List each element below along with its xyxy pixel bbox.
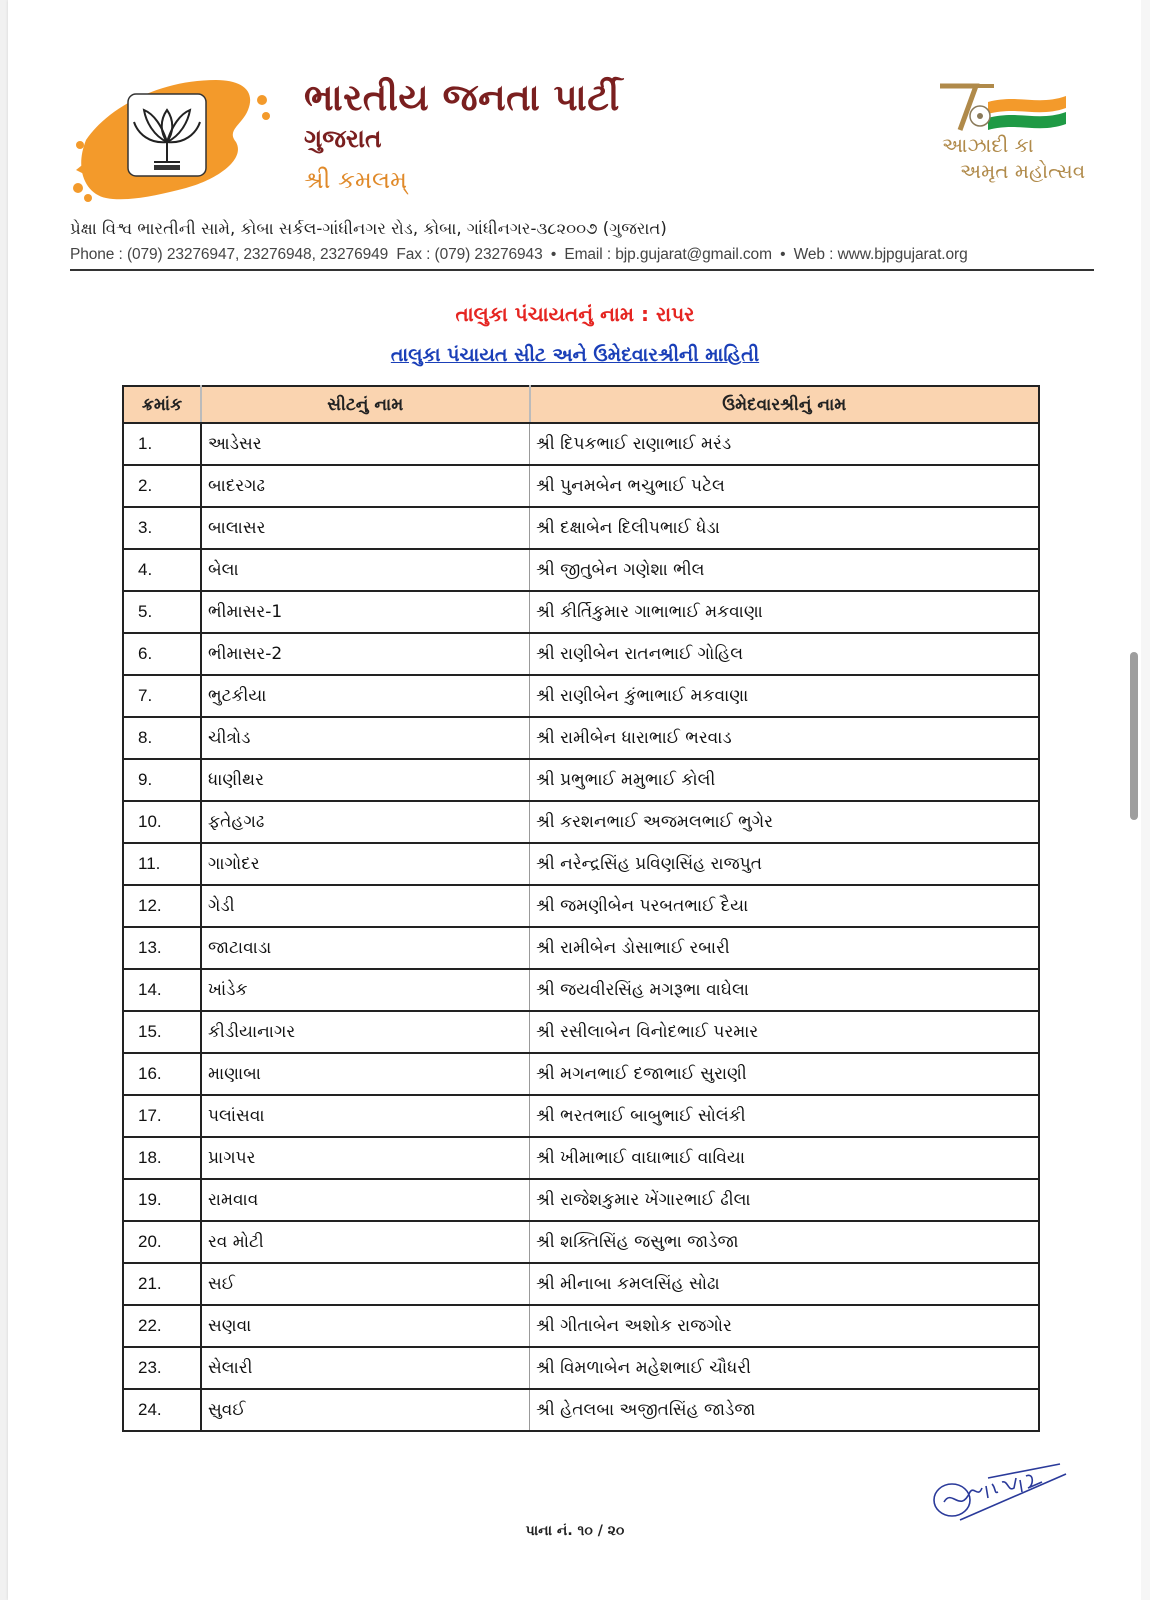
table-row (123, 465, 1039, 507)
candidate-name-cell: શ્રી પ્રભુભાઈ મમુભાઈ કોલી (530, 759, 1040, 801)
seat-name-cell: જાટાવાડા (201, 927, 530, 969)
email-address: Email : bjp.gujarat@gmail.com (564, 246, 772, 263)
serial-number-cell: 19. (123, 1179, 201, 1221)
serial-number-cell: 5. (123, 591, 201, 633)
serial-number-cell: 14. (123, 969, 201, 1011)
seat-name-cell: ગાગોદર (201, 843, 530, 885)
candidate-name-cell: શ્રી પુનમબેન ભચુભાઈ પટેલ (530, 465, 1040, 507)
table-row (123, 843, 1039, 885)
serial-number-cell: 17. (123, 1095, 201, 1137)
table-row (123, 1263, 1039, 1305)
handwritten-signature (930, 1458, 1070, 1528)
seat-name-cell: આડેસર (201, 423, 530, 465)
office-address: પ્રેક્ષા વિશ્વ ભારતીની સામે, કોબા સર્કલ-ગાંધીનગર રોડ, કોબા, ગાંધીનગર-૩૮૨૦૦૭ (ગુજરાત) (70, 219, 667, 238)
serial-number-cell: 20. (123, 1221, 201, 1263)
serial-number-cell: 7. (123, 675, 201, 717)
column-header-candidate: ઉમેદવારશ્રીનું નામ (530, 386, 1040, 423)
candidate-name-cell: શ્રી હેતલબા અજીતસિંહ જાડેજા (530, 1389, 1040, 1431)
separator: • (550, 246, 557, 263)
table-row (123, 1389, 1039, 1431)
serial-number-cell: 21. (123, 1263, 201, 1305)
table-row (123, 1347, 1039, 1389)
seat-name-cell: ખાંડેક (201, 969, 530, 1011)
office-name: શ્રી કમલમ્ (304, 166, 408, 194)
serial-number-cell: 4. (123, 549, 201, 591)
page-number: પાના નં. ૧૦ / ૨૦ (525, 1523, 625, 1539)
table-row (123, 1095, 1039, 1137)
state-name: ગુજરાત (304, 124, 382, 153)
table-row (123, 885, 1039, 927)
seat-name-cell: બાલાસર (201, 507, 530, 549)
seat-name-cell: ભીમાસર-1 (201, 591, 530, 633)
party-name: ભારતીય જનતા પાર્ટી (304, 76, 620, 119)
serial-number-cell: 1. (123, 423, 201, 465)
serial-number-cell: 23. (123, 1347, 201, 1389)
serial-number-cell: 15. (123, 1011, 201, 1053)
seat-name-cell: બાદરગઢ (201, 465, 530, 507)
candidate-name-cell: શ્રી કરશનભાઈ અજમલભાઈ ભુગેર (530, 801, 1040, 843)
candidate-name-cell: શ્રી રાજેશકુમાર ખેંગારભાઈ ઢીલા (530, 1179, 1040, 1221)
serial-number-cell: 11. (123, 843, 201, 885)
table-row (123, 549, 1039, 591)
seat-name-cell: ગેડી (201, 885, 530, 927)
contact-line (70, 246, 972, 264)
candidate-name-cell: શ્રી ગીતાબેન અશોક રાજગોર (530, 1305, 1040, 1347)
candidate-name-cell: શ્રી રસીલાબેન વિનોદભાઈ પરમાર (530, 1011, 1040, 1053)
candidate-name-cell: શ્રી મીનાબા કમલસિંહ સોઢા (530, 1263, 1040, 1305)
candidate-name-cell: શ્રી ભરતભાઈ બાબુભાઈ સોલંકી (530, 1095, 1040, 1137)
table-body (123, 423, 1039, 1431)
seat-name-cell: પલાંસવા (201, 1095, 530, 1137)
candidate-name-cell: શ્રી રામીબેન ડોસાભાઈ રબારી (530, 927, 1040, 969)
candidate-name-cell: શ્રી જયવીરસિંહ મગરૂભા વાઘેલા (530, 969, 1040, 1011)
table-row (123, 717, 1039, 759)
serial-number-cell: 22. (123, 1305, 201, 1347)
seat-name-cell: પ્રાગપર (201, 1137, 530, 1179)
emblem-text-line1: આઝાદી કા (942, 133, 1034, 157)
candidate-name-cell: શ્રી રાણીબેન રાતનભાઈ ગોહિલ (530, 633, 1040, 675)
candidate-name-cell: શ્રી રાણીબેન કુંભાભાઈ મકવાણા (530, 675, 1040, 717)
serial-number-cell: 13. (123, 927, 201, 969)
bjp-lotus-logo (66, 70, 276, 210)
candidate-name-cell: શ્રી શક્તિસિંહ જસુભા જાડેજા (530, 1221, 1040, 1263)
candidate-name-cell: શ્રી જમણીબેન પરબતભાઈ દૈયા (530, 885, 1040, 927)
seat-name-cell: ધાણીથર (201, 759, 530, 801)
table-row (123, 591, 1039, 633)
serial-number-cell: 24. (123, 1389, 201, 1431)
table-row (123, 1053, 1039, 1095)
candidate-name-cell: શ્રી દિપકભાઈ રાણાભાઈ મરંડ (530, 423, 1040, 465)
candidate-name-cell: શ્રી વિમળાબેન મહેશભાઈ ચૌધરી (530, 1347, 1040, 1389)
seat-name-cell: સઈ (201, 1263, 530, 1305)
seat-name-cell: કીડીયાનાગર (201, 1011, 530, 1053)
seat-name-cell: રામવાવ (201, 1179, 530, 1221)
document-subtitle: તાલુકા પંચાયત સીટ અને ઉમેદવારશ્રીની માહિતી (390, 344, 760, 366)
candidate-name-cell: શ્રી કીર્તિકુમાર ગાભાભાઈ મકવાણા (530, 591, 1040, 633)
candidate-table (122, 385, 1040, 1432)
table-row (123, 801, 1039, 843)
seat-name-cell: ભીમાસર-2 (201, 633, 530, 675)
scrollbar-track[interactable] (1141, 0, 1150, 1600)
emblem-text-line2: અમૃત મહોત્સવ (960, 159, 1086, 183)
table-row (123, 1305, 1039, 1347)
seat-name-cell: ચીત્રોડ (201, 717, 530, 759)
candidate-name-cell: શ્રી રામીબેન ધારાભાઈ ભરવાડ (530, 717, 1040, 759)
column-header-seat: સીટનું નામ (201, 386, 530, 423)
fax-number: Fax : (079) 23276943 (396, 246, 543, 263)
table-row (123, 927, 1039, 969)
candidate-name-cell: શ્રી દક્ષાબેન દિલીપભાઈ ધેડા (530, 507, 1040, 549)
table-row (123, 507, 1039, 549)
serial-number-cell: 9. (123, 759, 201, 801)
serial-number-cell: 10. (123, 801, 201, 843)
table-row (123, 759, 1039, 801)
serial-number-cell: 8. (123, 717, 201, 759)
party-title-block (304, 76, 620, 200)
seat-name-cell: ફતેહગઢ (201, 801, 530, 843)
table-row (123, 1137, 1039, 1179)
seat-name-cell: સેલારી (201, 1347, 530, 1389)
table-row (123, 633, 1039, 675)
seat-name-cell: સણવા (201, 1305, 530, 1347)
website: Web : www.bjpgujarat.org (793, 246, 968, 263)
header-divider (70, 269, 1094, 271)
table-row (123, 1221, 1039, 1263)
column-header-serial: ક્રમાંક (123, 386, 201, 423)
serial-number-cell: 12. (123, 885, 201, 927)
serial-number-cell: 18. (123, 1137, 201, 1179)
candidate-name-cell: શ્રી ખીમાભાઈ વાઘાભાઈ વાવિયા (530, 1137, 1040, 1179)
serial-number-cell: 3. (123, 507, 201, 549)
table-header-row (123, 386, 1039, 423)
table-row (123, 1011, 1039, 1053)
seat-name-cell: બેલા (201, 549, 530, 591)
table-row (123, 1179, 1039, 1221)
separator: • (780, 246, 786, 263)
phone-numbers: Phone : (079) 23276947, 23276948, 23276949 (70, 246, 389, 263)
seat-name-cell: ભુટકીયા (201, 675, 530, 717)
serial-number-cell: 16. (123, 1053, 201, 1095)
table-row (123, 423, 1039, 465)
candidate-name-cell: શ્રી નરેન્દ્રસિંહ પ્રવિણસિંહ રાજપુત (530, 843, 1040, 885)
seat-name-cell: માણાબા (201, 1053, 530, 1095)
serial-number-cell: 2. (123, 465, 201, 507)
seat-name-cell: સુવઈ (201, 1389, 530, 1431)
candidate-name-cell: શ્રી જીતુબેન ગણેશા ભીલ (530, 549, 1040, 591)
table-row (123, 969, 1039, 1011)
seat-name-cell: રવ મોટી (201, 1221, 530, 1263)
serial-number-cell: 6. (123, 633, 201, 675)
taluka-title: તાલુકા પંચાયતનું નામ : રાપર (455, 302, 695, 326)
candidate-name-cell: શ્રી મગનભાઈ દજાભાઈ સુરાણી (530, 1053, 1040, 1095)
table-row (123, 675, 1039, 717)
scrollbar-thumb[interactable] (1130, 652, 1138, 820)
